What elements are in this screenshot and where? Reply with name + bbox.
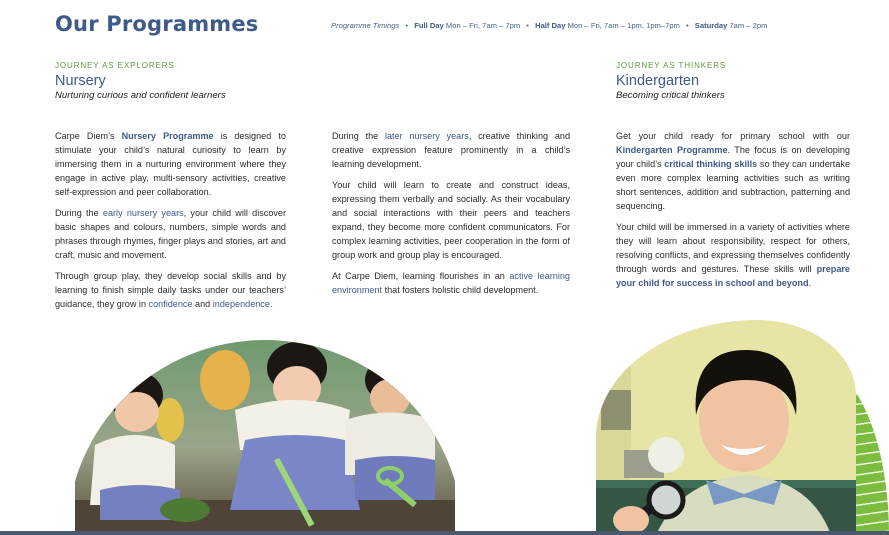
timing-saturday-value: 7am – 2pm bbox=[729, 21, 768, 30]
programme-timings bbox=[331, 21, 767, 30]
nursery-eyebrow: JOURNEY AS EXPLORERS bbox=[55, 61, 175, 70]
bottom-bar bbox=[0, 531, 889, 535]
nursery-column-1 bbox=[55, 130, 286, 319]
timing-full-day-name: Full Day bbox=[414, 21, 444, 30]
highlight: Kindergarten Programme bbox=[616, 144, 728, 155]
kindergarten-subtitle: Becoming critical thinkers bbox=[616, 90, 725, 101]
separator: • bbox=[686, 21, 689, 30]
nursery-photo bbox=[75, 340, 455, 535]
highlight: critical thinking skills bbox=[664, 158, 758, 169]
paragraph: At Carpe Diem, learning flourishes in an active learning environment that fosters holistic child development. bbox=[332, 271, 570, 296]
paragraph: Your child will learn to create and construct ideas, expressing them verbally and socially. As their vocabulary and social interactions with their peers and teachers expand, they become more confident communicators. For complex learning activities, peer cooperation in the form of group work and group play is encouraged. bbox=[332, 180, 570, 260]
paragraph: During the early nursery years, your child will discover basic shapes and colours, numbers, simple words and phrases through rhymes, finger plays and stories, art and craft, music and movement. bbox=[55, 208, 287, 260]
separator: • bbox=[526, 21, 529, 30]
kindergarten-eyebrow: JOURNEY AS THINKERS bbox=[616, 61, 727, 70]
highlight: later nursery years bbox=[384, 131, 469, 141]
highlight: confidence bbox=[148, 298, 193, 309]
kindergarten-photo bbox=[596, 320, 856, 535]
highlight: independence bbox=[212, 298, 270, 309]
nursery-subtitle: Nurturing curious and confident learners bbox=[55, 90, 226, 101]
kindergarten-title: Kindergarten bbox=[616, 73, 700, 89]
highlight: active learning environment bbox=[332, 271, 570, 296]
highlight: early nursery years bbox=[102, 208, 184, 219]
paragraph: Through group play, they develop social skills and by learning to finish simple daily tasks under our teachers’ guidance, they grow in confidence and independence. bbox=[55, 271, 286, 309]
nursery-title: Nursery bbox=[55, 73, 106, 89]
separator: • bbox=[405, 21, 409, 30]
highlight: Nursery Programme bbox=[121, 131, 214, 141]
timing-half-day-value: Mon – Fri, 7am – 1pm, 1pm–7pm bbox=[567, 21, 680, 30]
paragraph: Your child will be immersed in a variety of activities where they will learn about responsibility, respect for others, resolving conflicts, and expressing themselves confidently through words and gestures. These skills will prepare your child for success in school and beyond. bbox=[616, 221, 850, 288]
paragraph: During the later nursery years, creative thinking and creative expression feature prominently in a child’s learning development. bbox=[332, 131, 571, 169]
nursery-header bbox=[55, 61, 226, 101]
page-title: Our Programmes bbox=[55, 12, 259, 36]
kindergarten-column bbox=[616, 130, 850, 298]
kindergarten-boy-illustration bbox=[596, 320, 856, 535]
paragraph: Get your child ready for primary school with our Kindergarten Programme. The focus is on developing your child’s critical thinking skills so they can undertake even more complex learning activities such as writing short sentences, addition and subtraction, patterning and sequencing. bbox=[616, 131, 850, 211]
timing-full-day-value: Mon – Fri, 7am – 7pm bbox=[445, 21, 521, 30]
timing-half-day-name: Half Day bbox=[535, 21, 566, 30]
timing-saturday-name: Saturday bbox=[694, 21, 728, 30]
paragraph: Carpe Diem’s Nursery Programme is designed to stimulate your child’s natural curiosity to learn by immersing them in a nurturing environment where they engage in active play, multi-sensory activities, creative self-expression and peer collaboration. bbox=[55, 131, 286, 197]
kindergarten-header bbox=[616, 61, 726, 101]
nursery-column-2 bbox=[332, 130, 570, 305]
nursery-children-illustration bbox=[75, 340, 455, 535]
highlight: prepare your child for success in school and beyond bbox=[616, 263, 850, 288]
timings-label: Programme Timings bbox=[331, 21, 400, 30]
